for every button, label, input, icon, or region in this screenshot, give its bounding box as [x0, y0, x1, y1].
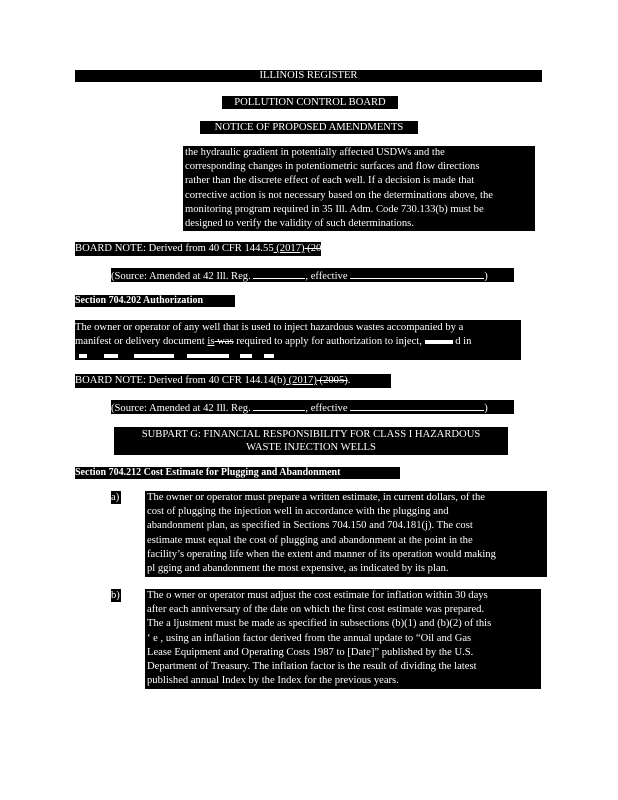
- item-b-label: [111, 589, 121, 602]
- register-blank: [253, 400, 305, 411]
- deleted-text: (2005): [304, 243, 336, 254]
- source-text: (Source: Amended at 42 Ill. Reg.: [111, 403, 254, 414]
- paragraph-text: d in: [455, 336, 472, 348]
- effective-date-blank: [350, 268, 484, 279]
- paragraph-line: estimate must equal the cost of plugging and abandonment at the point in the: [147, 534, 473, 546]
- scan-artifact: [425, 340, 453, 344]
- effective-date-blank: [350, 400, 484, 411]
- paragraph-line: corresponding changes in potentiometric surfaces and flow directions: [185, 161, 480, 173]
- paragraph-line: corrective action is not necessary based on the determinations above, the: [185, 189, 493, 201]
- paragraph-line: [75, 335, 521, 349]
- list-label: a): [111, 492, 120, 503]
- paragraph-line: The o wner or operator must adjust the cost estimate for inflation within 30 days: [147, 590, 488, 601]
- paragraph-line: designed to verify the validity of such determinations.: [185, 218, 414, 230]
- board-note-text: BOARD NOTE: Derived from 40 CFR 144.55: [75, 243, 274, 254]
- paragraph-text: required to apply for authorization to inject,: [233, 336, 422, 348]
- punctuation: .: [347, 375, 351, 386]
- paragraph-line: Department of Treasury. The inflation factor is the result of dividing the latest: [147, 661, 477, 673]
- list-label: b): [111, 590, 120, 601]
- register-blank: [253, 268, 305, 279]
- garbled-line: [75, 349, 521, 359]
- paragraph-line: the hydraulic gradient in potentially affected USDWs and the: [185, 147, 445, 158]
- board-note-2: [75, 374, 391, 388]
- paragraph-line: published annual Index by the Index for the previous years.: [147, 675, 399, 687]
- paragraph-line: cost of plugging the injection well in accordance with the plugging and: [147, 506, 449, 518]
- section-heading-text: Section 704.212 Cost Estimate for Plugging and Abandonment: [75, 467, 341, 478]
- inserted-text: (2017): [273, 243, 305, 254]
- source-note-2: [111, 400, 514, 414]
- source-text: (Source: Amended at 42 Ill. Reg.: [111, 271, 254, 282]
- item-a-label: [111, 491, 121, 504]
- board-title: [222, 96, 398, 109]
- deleted-text: was: [214, 336, 234, 348]
- subpart-heading-line: SUBPART G: FINANCIAL RESPONSIBILITY FOR CLASS I HAZARDOUS: [141, 429, 481, 440]
- deleted-text: (2005): [316, 375, 348, 386]
- item-b-paragraph: [145, 589, 541, 689]
- paragraph-line: ‘ e , using an inflation factor derived from the annual update to “Oil and Gas: [147, 632, 472, 644]
- inserted-text: is: [207, 336, 215, 348]
- board-title-text: POLLUTION CONTROL BOARD: [234, 97, 386, 108]
- paragraph-line: Lease Equipment and Operating Costs 1987 to [Date]” published by the U.S.: [147, 646, 474, 658]
- section-704-202-paragraph: [75, 320, 521, 360]
- paragraph-line: rather than the discrete effect of each well. If a decision is made that: [185, 175, 475, 187]
- subpart-g-heading: [114, 427, 508, 455]
- source-text: , effective: [305, 271, 351, 282]
- board-note-1: [75, 242, 339, 256]
- source-note-1: [111, 268, 514, 282]
- register-header-bar: [75, 70, 542, 82]
- paragraph-line: after each anniversary of the date on which the first cost estimate was prepared.: [147, 604, 485, 616]
- source-text: , effective: [305, 403, 351, 414]
- paragraph-line: The owner or operator must prepare a written estimate, in current dollars, of the: [147, 492, 485, 503]
- board-note-text: BOARD NOTE: Derived from 40 CFR 144.14(b): [75, 375, 286, 386]
- paragraph-line: The owner or operator of any well that is used to inject hazardous wastes accompanied by a: [75, 322, 464, 333]
- source-text: ): [484, 271, 488, 282]
- punctuation: .: [335, 243, 339, 254]
- register-title: ILLINOIS REGISTER: [259, 70, 358, 81]
- paragraph-line: facility’s operating life when the extent and manner of its operation would making: [147, 548, 496, 560]
- inserted-text: (2017): [285, 375, 317, 386]
- notice-title: [200, 121, 418, 134]
- paragraph-line: monitoring program required in 35 Ill. Adm. Code 730.133(b) must be: [185, 203, 484, 215]
- top-paragraph: [183, 146, 535, 231]
- paragraph-line: pl gging and abandonment the most expensive, as indicated by its plan.: [147, 563, 449, 575]
- subpart-heading-line: WASTE INJECTION WELLS: [246, 442, 376, 453]
- section-heading-text: Section 704.202 Authorization: [75, 295, 204, 306]
- notice-title-text: NOTICE OF PROPOSED AMENDMENTS: [214, 122, 404, 133]
- section-704-202-heading: [75, 295, 235, 307]
- source-text: ): [484, 403, 488, 414]
- paragraph-line: abandonment plan, as specified in Sections 704.150 and 704.181(j). The cost: [147, 520, 473, 532]
- paragraph-line: The a ljustment must be made as specified in subsections (b)(1) and (b)(2) of this: [147, 618, 492, 630]
- paragraph-text: manifest or delivery document: [75, 336, 208, 348]
- item-a-paragraph: [145, 491, 547, 577]
- section-704-212-heading: [75, 467, 400, 479]
